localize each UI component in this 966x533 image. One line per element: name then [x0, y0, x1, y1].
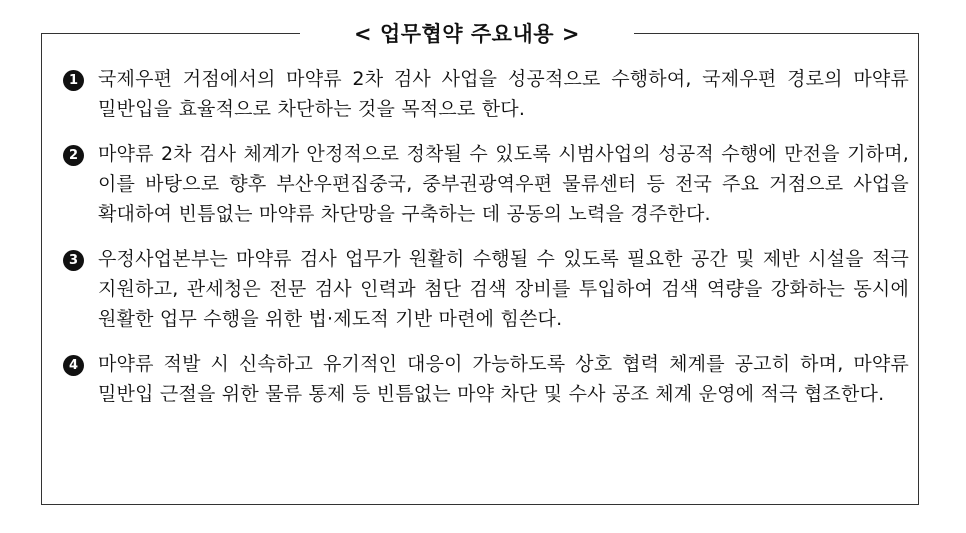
agreement-item-4	[63, 349, 909, 409]
agreement-item-text: 마약류 2차 검사 체계가 안정적으로 정착될 수 있도록 시범사업의 성공적 수행에 만전을 기하며, 이를 바탕으로 향후 부산우편집중국, 중부권광역우편 물류센터 등 전국 주요 거점으로 사업을 확대하여 빈틈없는 마약류 차단망을 구축하는 데 공동의 노력을 경주한다.	[98, 143, 909, 225]
numbered-bullet-3-icon: 3	[63, 250, 84, 271]
agreement-item-text: 마약류 적발 시 신속하고 유기적인 대응이 가능하도록 상호 협력 체계를 공고히 하며, 마약류 밀반입 근절을 위한 물류 통제 등 빈틈없는 마약 차단 및 수사 공조 체계 운영에 적극 협조한다.	[98, 353, 909, 405]
agreement-item-3	[63, 244, 909, 334]
agreement-item-text: 국제우편 거점에서의 마약류 2차 검사 사업을 성공적으로 수행하여, 국제우편 경로의 마약류 밀반입을 효율적으로 차단하는 것을 목적으로 한다.	[98, 68, 909, 120]
numbered-bullet-1-icon: 1	[63, 70, 84, 91]
agreement-items-list	[63, 64, 909, 424]
agreement-item-text: 우정사업본부는 마약류 검사 업무가 원활히 수행될 수 있도록 필요한 공간 및 제반 시설을 적극 지원하고, 관세청은 전문 검사 인력과 첨단 검색 장비를 투입하여 검색 역량을 강화하는 동시에 원활한 업무 수행을 위한 법·제도적 기반 마련에 힘쓴다.	[98, 248, 909, 330]
section-title: < 업무협약 주요내용 >	[300, 18, 634, 50]
numbered-bullet-2-icon: 2	[63, 145, 84, 166]
agreement-item-2	[63, 139, 909, 229]
agreement-item-1	[63, 64, 909, 124]
numbered-bullet-4-icon: 4	[63, 355, 84, 376]
